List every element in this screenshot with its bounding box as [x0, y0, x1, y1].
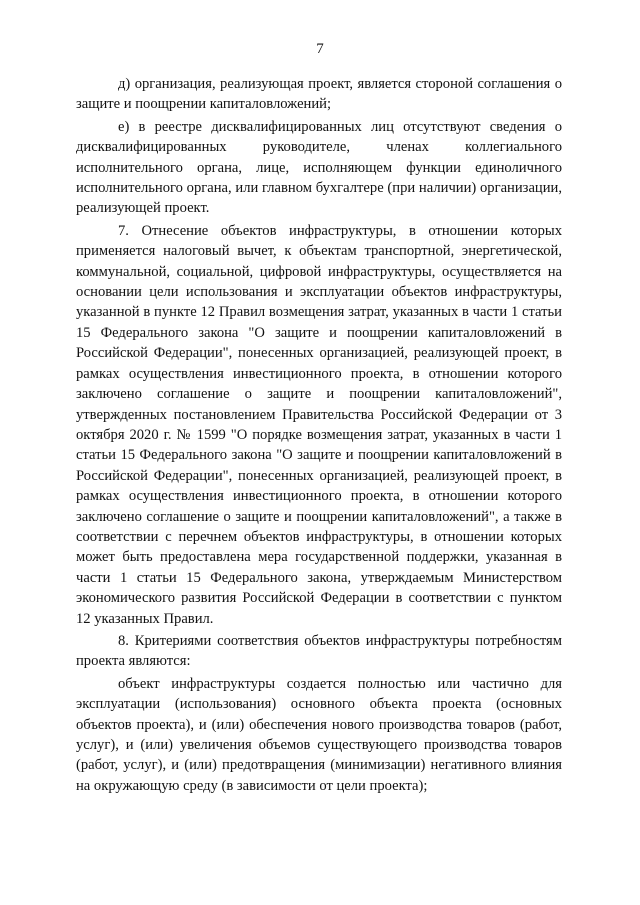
paragraph-d-organization-party: д) организация, реализующая проект, является стороной соглашения о защите и поощрении капиталовложений; [76, 76, 562, 113]
paragraph-criterion-object-created: объект инфраструктуры создается полностью или частично для эксплуатации (использования) основного объекта проекта (основных объектов проекта), и (или) обеспечения нового производства товаров (работ, услуг), и (или) увеличения объемов существующего производства товаров (работ, услуг), и (или) предотвращения (минимизации) негативного влияния на окружающую среду (в зависимости от цели проекта); [76, 675, 562, 794]
page-number: 7 [316, 41, 324, 57]
paragraph-8-criteria-heading: 8. Критериями соответствия объектов инфраструктуры потребностям проекта являются: [76, 632, 562, 670]
document-body [76, 74, 562, 798]
paragraph-7-infrastructure-classification: 7. Отнесение объектов инфраструктуры, в отношении которых применяется налоговый вычет, к объектам транспортной, энергетической, коммунальной, социальной, цифровой инфраструктуры, осуществляется на основании цели использования и эксплуатации объектов инфраструктуры, указанной в пункте 12 Правил возмещения затрат, указанных в части 1 статьи 15 Федерального закона "О защите и поощрении капиталовложений в Российской Федерации", понесенных организацией, реализующей проект, в рамках осуществления инвестиционного проекта, в отношении которого заключено соглашение о защите и поощрении капиталовложений", утвержденных постановлением Правительства Российской Федерации от 3 октября 2020 г. № 1599 "О порядке возмещения затрат, указанных в части 1 статьи 15 Федерального закона "О защите и поощрении капиталовложений в Российской Федерации", понесенных организацией, реализующей проект, в рамках осуществления инвестиционного проекта, в отношении которого заключено соглашение о защите и поощрении капиталовложений", а также в соответствии с перечнем объектов инфраструктуры, в отношении которых может быть предоставлена мера государственной поддержки, указанная в части 1 статьи 15 Федерального закона, утверждаемым Министерством экономического развития Российской Федерации в соответствии с пунктом 12 указанных Правил. [76, 222, 562, 627]
paragraph-e-disqualification-registry: е) в реестре дисквалифицированных лиц отсутствуют сведения о дисквалифицированных руководителе, членах коллегиального исполнительного органа, лице, исполняющем функции единоличного исполнительного органа, или главном бухгалтере (при наличии) организации, реализующей проект. [76, 118, 562, 217]
